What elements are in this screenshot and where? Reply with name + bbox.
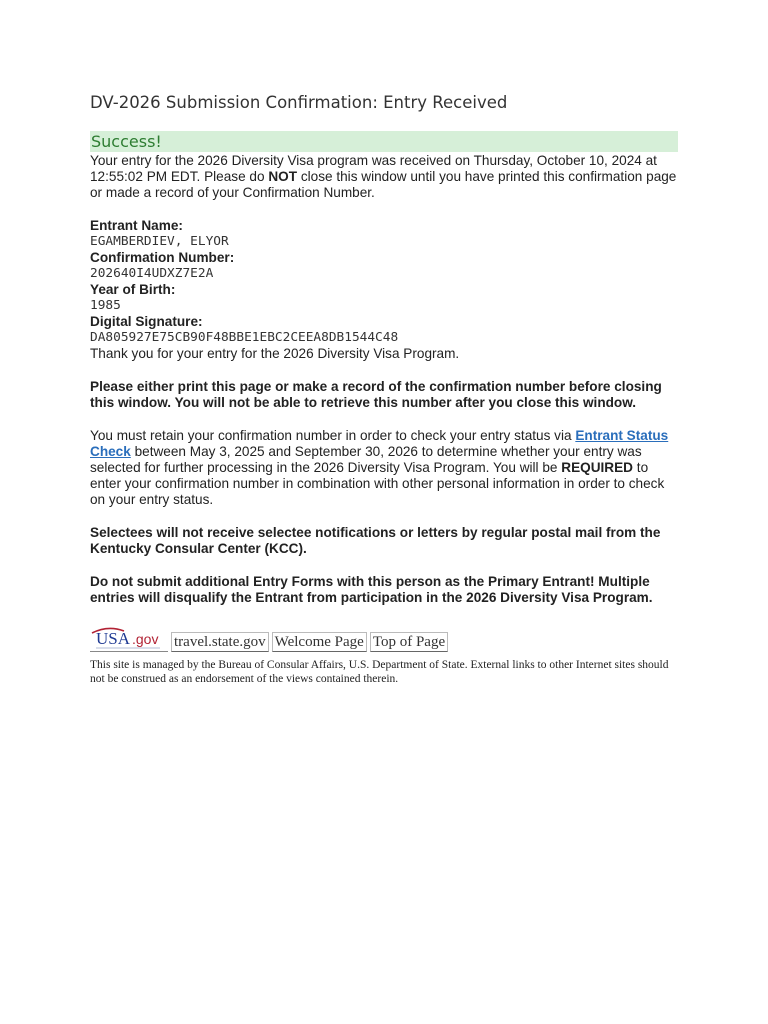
intro-part1: Your entry for the 2026 Diversity Visa program was received on Thursday, October 10, 2024 at 12:55:02 PM EDT. Please do	[90, 153, 657, 184]
confirmation-number-label: Confirmation Number:	[90, 250, 235, 265]
intro-not: NOT	[268, 169, 298, 184]
print-warning: Please either print this page or make a record of the confirmation number before closing this window. You will not be able to retrieve this number after you close this window.	[90, 379, 662, 410]
digital-signature-label: Digital Signature:	[90, 314, 203, 329]
logo-text-usa: USA	[96, 629, 131, 648]
retain-text	[90, 428, 678, 508]
digital-signature-value: DA805927E75CB90F48BBE1EBC2CEEA8DB1544C48	[90, 330, 399, 345]
retain-part1: You must retain your confirmation number in order to check your entry status via	[90, 428, 576, 443]
intro-text	[90, 153, 678, 201]
footer-disclaimer: This site is managed by the Bureau of Consular Affairs, U.S. Department of State. External links to other Internet sites should not be construed as an endorsement of the views contained therein.	[90, 659, 669, 685]
retain-part3: to enter your confirmation number in combination with other personal information in order to check on your entry status.	[90, 460, 665, 507]
logo-text-gov: .gov	[132, 631, 159, 647]
year-of-birth-label: Year of Birth:	[90, 282, 176, 297]
entrant-name-value: EGAMBERDIEV, ELYOR	[90, 234, 229, 249]
travel-state-gov-link[interactable]: travel.state.gov	[171, 632, 269, 652]
entrant-details	[90, 218, 678, 362]
success-banner: Success!	[90, 131, 678, 152]
usa-gov-logo-icon	[90, 625, 168, 651]
multiple-entries-warning: Do not submit additional Entry Forms with this person as the Primary Entrant! Multiple entries will disqualify the Entrant from participation in the 2026 Diversity Visa Program.	[90, 574, 653, 605]
retain-required: REQUIRED	[561, 460, 634, 475]
intro-part2: close this window until you have printed this confirmation page or made a record of your Confirmation Number.	[90, 169, 677, 200]
welcome-page-link[interactable]: Welcome Page	[272, 632, 367, 652]
page-title: DV-2026 Submission Confirmation: Entry Received	[90, 93, 508, 112]
footer-links	[90, 624, 678, 652]
entrant-name-label: Entrant Name:	[90, 218, 183, 233]
entrant-status-check-link[interactable]: Entrant Status Check	[90, 428, 669, 459]
thanks-text: Thank you for your entry for the 2026 Diversity Visa Program.	[90, 346, 460, 361]
confirmation-content	[90, 92, 678, 686]
selectees-notice: Selectees will not receive selectee notifications or letters by regular postal mail from the Kentucky Consular Center (KCC).	[90, 525, 661, 556]
year-of-birth-value: 1985	[90, 298, 121, 313]
top-of-page-link[interactable]: Top of Page	[370, 632, 448, 652]
usa-gov-logo[interactable]	[90, 625, 168, 652]
retain-part2: between May 3, 2025 and September 30, 2026 to determine whether your entry was selected for further processing in the 2026 Diversity Visa Program. You will be	[90, 444, 642, 475]
confirmation-number-value: 202640I4UDXZ7E2A	[90, 266, 214, 281]
